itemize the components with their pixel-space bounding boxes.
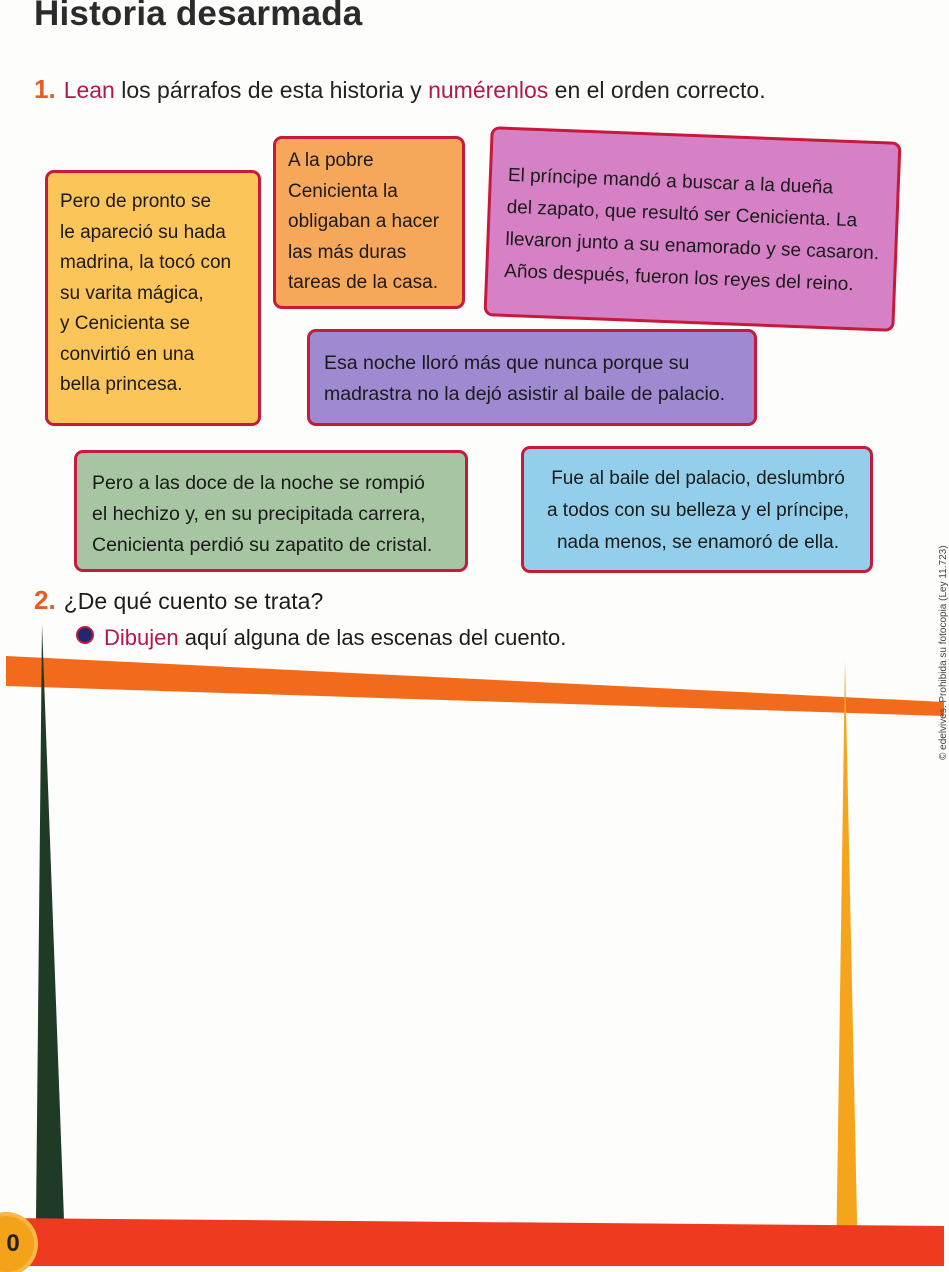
story-card-yellow: Pero de pronto se le apareció su hada madrina, la tocó con su varita mágica, y Cenicienta se convirtió en una bella princesa. bbox=[45, 170, 261, 426]
story-card-blue: Fue al baile del palacio, deslumbró a todos con su belleza y el príncipe, nada menos, se enamoró de ella. bbox=[521, 446, 873, 573]
activity-1-instruction: 1. Lean los párrafos de esta historia y numérenlos en el orden correcto. bbox=[34, 74, 766, 104]
activity-1-number: 1. bbox=[34, 74, 56, 104]
activity-2-question: 2. ¿De qué cuento se trata? bbox=[34, 585, 324, 615]
drawing-area bbox=[66, 700, 836, 1215]
page-title: Historia desarmada bbox=[34, 0, 363, 33]
drawing-frame[interactable] bbox=[0, 620, 944, 1266]
story-card-orange: A la pobre Cenicienta la obligaban a hacer las más duras tareas de la casa. bbox=[273, 136, 465, 309]
page-number: 0 bbox=[6, 1230, 20, 1257]
copyright-notice: © edelvives. Prohibida su fotocopia (Ley 11.723) bbox=[938, 545, 949, 760]
story-card-green: Pero a las doce de la noche se rompió el hechizo y, en su precipitada carrera, Cenicienta perdió su zapatito de cristal. bbox=[74, 450, 468, 572]
activity-2-number: 2. bbox=[34, 585, 56, 615]
frame-bottom-red-stripe bbox=[0, 1218, 944, 1266]
story-card-pink: El príncipe mandó a buscar a la dueña del zapato, que resultó ser Cenicienta. La llevaron junto a su enamorado y se casaron. Años después, fueron los reyes del reino. bbox=[484, 126, 902, 332]
frame-left-green-stripe bbox=[36, 624, 64, 1220]
bullet-icon bbox=[76, 626, 94, 644]
story-card-violet: Esa noche lloró más que nunca porque su madrastra no la dejó asistir al baile de palacio. bbox=[307, 329, 757, 426]
frame-right-yellow-stripe bbox=[836, 660, 858, 1266]
activity-2-instruction: Dibujen aquí alguna de las escenas del cuento. bbox=[76, 625, 566, 651]
